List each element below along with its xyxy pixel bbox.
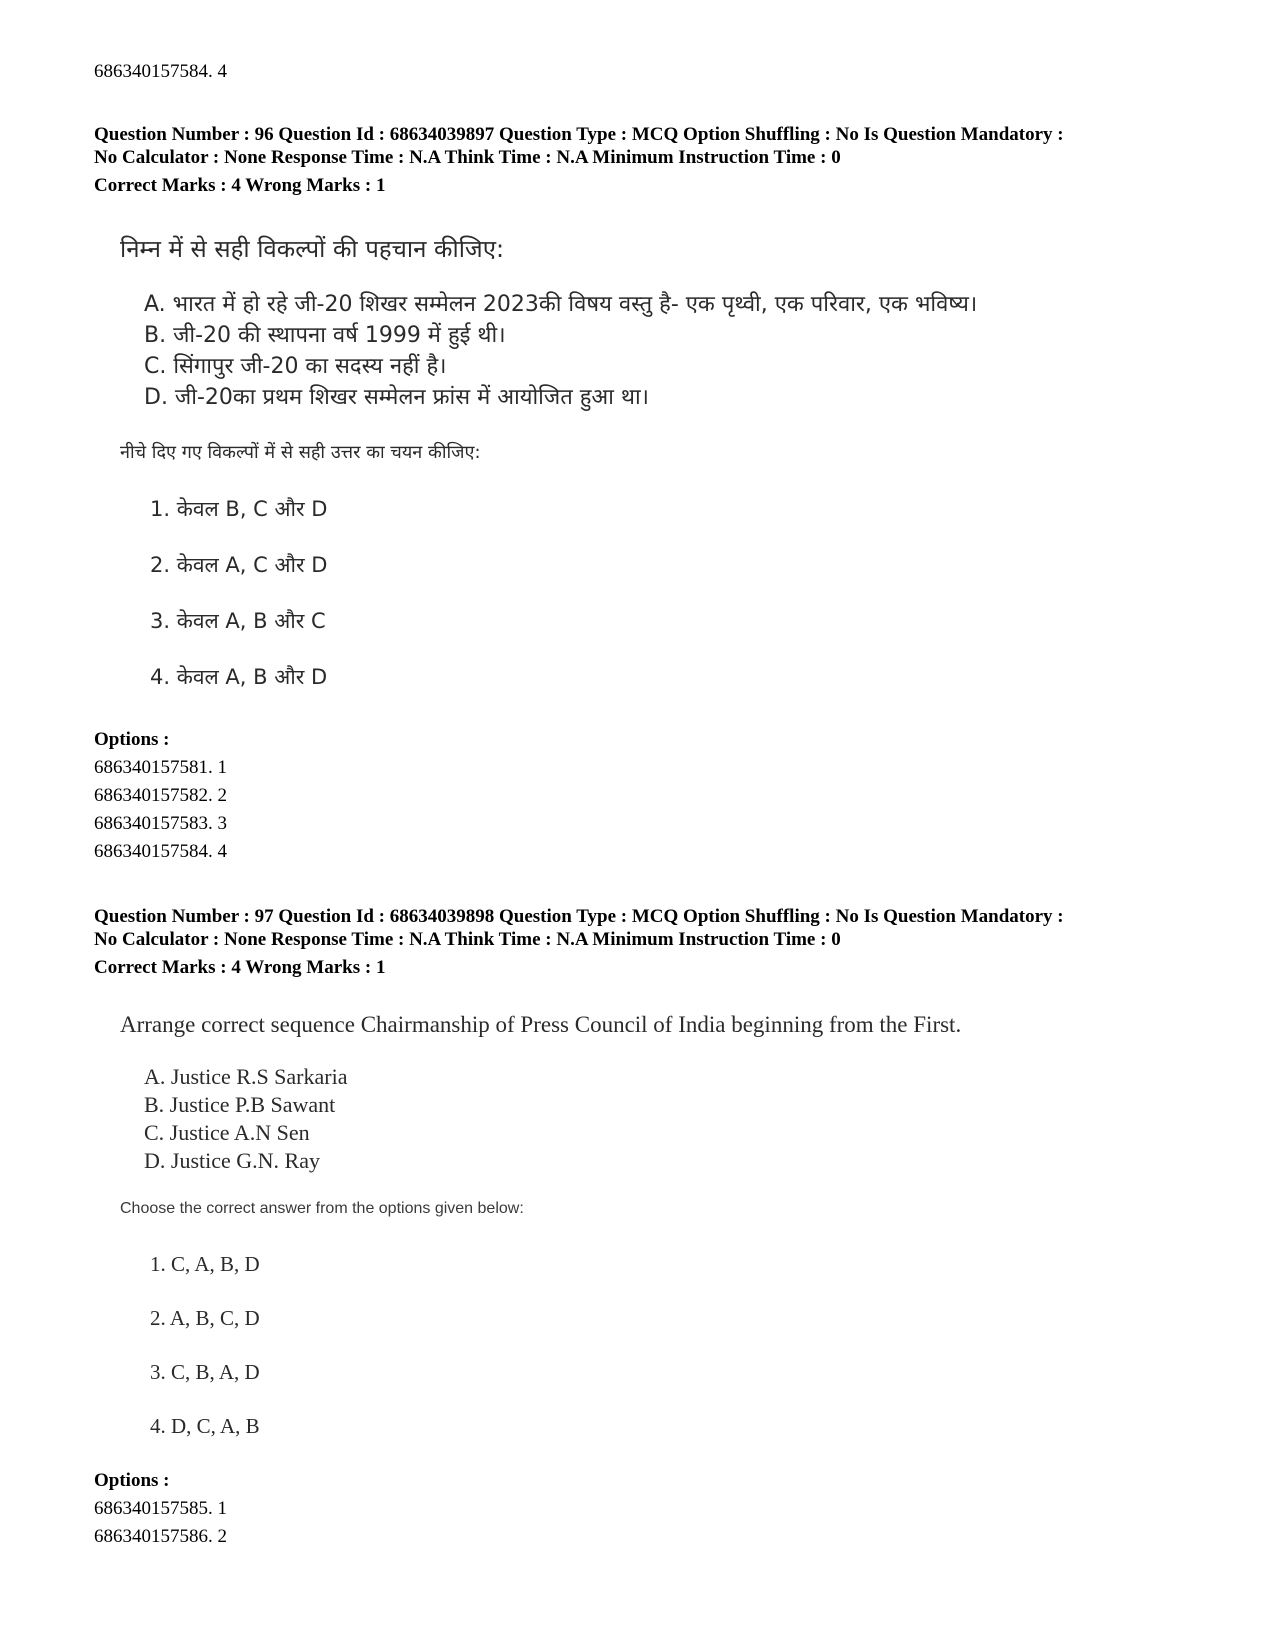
- question-instruction: नीचे दिए गए विकल्पों में से सही उत्तर का चयन कीजिए:: [120, 442, 481, 463]
- answer-choice-4: 4. D, C, A, B: [150, 1414, 260, 1438]
- statement-d: D. जी-20का प्रथम शिखर सम्मेलन फ्रांस में आयोजित हुआ था।: [144, 385, 649, 410]
- statement-a: A. भारत में हो रहे जी-20 शिखर सम्मेलन 2023की विषय वस्तु है- एक पृथ्वी, एक परिवार, एक भविष्य।: [144, 292, 978, 317]
- statement-d: D. Justice G.N. Ray: [144, 1148, 320, 1173]
- answer-choice-1: 1. केवल B, C और D: [150, 497, 328, 521]
- answer-choice-3: 3. C, B, A, D: [150, 1360, 260, 1384]
- question-marks: Correct Marks : 4 Wrong Marks : 1: [94, 175, 386, 196]
- option-id-2: 686340157582. 2: [94, 785, 227, 806]
- statement-b: B. जी-20 की स्थापना वर्ष 1999 में हुई थी।: [144, 323, 506, 348]
- statement-c: C. Justice A.N Sen: [144, 1120, 310, 1145]
- question-meta-line-2: No Calculator : None Response Time : N.A Think Time : N.A Minimum Instruction Time : 0: [94, 147, 841, 168]
- option-id-1: 686340157585. 1: [94, 1498, 227, 1519]
- previous-option-id: 686340157584. 4: [94, 61, 227, 82]
- question-text: Arrange correct sequence Chairmanship of Press Council of India beginning from the First.: [120, 1012, 962, 1037]
- question-instruction: Choose the correct answer from the options given below:: [120, 1200, 524, 1217]
- option-id-4: 686340157584. 4: [94, 841, 227, 862]
- answer-choice-2: 2. केवल A, C और D: [150, 553, 328, 577]
- options-label: Options :: [94, 1470, 170, 1491]
- statement-c: C. सिंगापुर जी-20 का सदस्य नहीं है।: [144, 354, 447, 379]
- question-meta-line-2: No Calculator : None Response Time : N.A Think Time : N.A Minimum Instruction Time : 0: [94, 929, 841, 950]
- question-meta-line-1: Question Number : 97 Question Id : 68634039898 Question Type : MCQ Option Shuffling : No Is Question Mandatory :: [94, 906, 1064, 927]
- options-label: Options :: [94, 729, 170, 750]
- question-meta-line-1: Question Number : 96 Question Id : 68634039897 Question Type : MCQ Option Shuffling : No Is Question Mandatory :: [94, 124, 1064, 145]
- option-id-3: 686340157583. 3: [94, 813, 227, 834]
- option-id-2: 686340157586. 2: [94, 1526, 227, 1547]
- answer-choice-4: 4. केवल A, B और D: [150, 665, 328, 689]
- answer-choice-3: 3. केवल A, B और C: [150, 609, 326, 633]
- option-id-1: 686340157581. 1: [94, 757, 227, 778]
- answer-choice-1: 1. C, A, B, D: [150, 1252, 260, 1276]
- question-text: निम्न में से सही विकल्पों की पहचान कीजिए:: [120, 235, 505, 263]
- answer-choice-2: 2. A, B, C, D: [150, 1306, 260, 1330]
- statement-a: A. Justice R.S Sarkaria: [144, 1064, 348, 1089]
- statement-b: B. Justice P.B Sawant: [144, 1092, 336, 1117]
- question-marks: Correct Marks : 4 Wrong Marks : 1: [94, 957, 386, 978]
